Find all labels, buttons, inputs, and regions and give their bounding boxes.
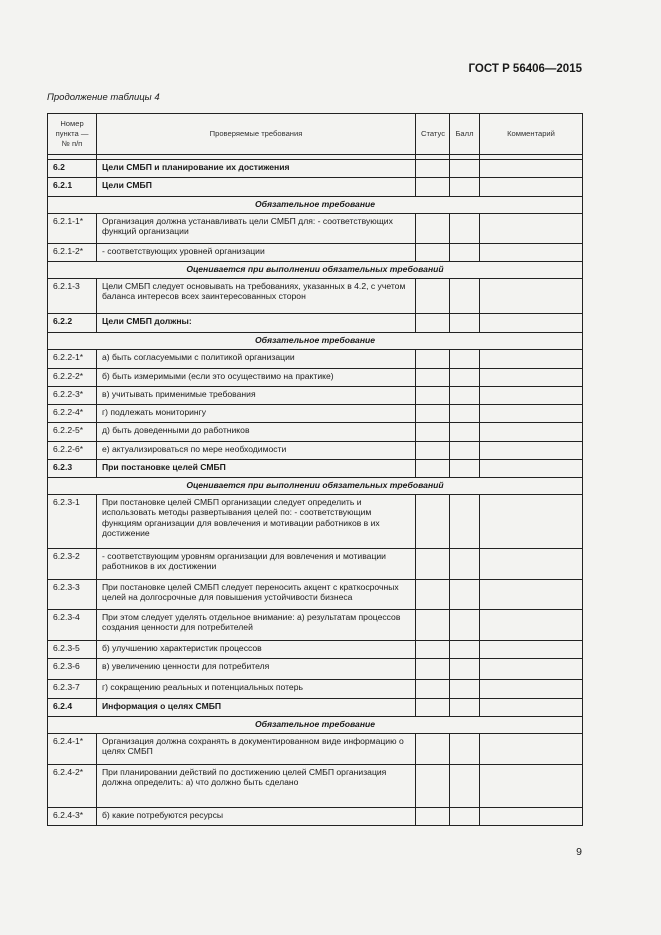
score-cell[interactable]: [450, 610, 480, 641]
comment-cell[interactable]: [480, 580, 583, 610]
requirement-number: 6.2.2-1*: [48, 350, 97, 369]
comment-cell[interactable]: [480, 808, 583, 826]
section-title: Цели СМБП должны:: [97, 314, 416, 333]
score-cell[interactable]: [450, 214, 480, 244]
status-cell[interactable]: [416, 549, 450, 580]
comment-cell: [480, 699, 583, 717]
requirement-text: в) учитывать применимые требования: [97, 387, 416, 405]
comment-cell[interactable]: [480, 659, 583, 680]
requirement-row: [48, 808, 583, 826]
requirement-number: 6.2.4-1*: [48, 734, 97, 765]
section-row: [48, 178, 583, 197]
comment-cell[interactable]: [480, 387, 583, 405]
status-cell[interactable]: [416, 641, 450, 659]
section-title: Цели СМБП и планирование их достижения: [97, 160, 416, 178]
requirement-row: [48, 442, 583, 460]
requirement-category-label: Оценивается при выполнении обязательных требований: [48, 262, 583, 279]
score-cell[interactable]: [450, 442, 480, 460]
requirement-text: б) быть измеримыми (если это осуществимо на практике): [97, 369, 416, 387]
requirement-number: 6.2.3-5: [48, 641, 97, 659]
requirement-row: [48, 495, 583, 549]
score-cell[interactable]: [450, 808, 480, 826]
requirement-row: [48, 549, 583, 580]
comment-cell: [480, 314, 583, 333]
column-header-score: Балл: [450, 114, 480, 155]
comment-cell[interactable]: [480, 214, 583, 244]
section-number: 6.2.3: [48, 460, 97, 478]
requirement-row: [48, 244, 583, 262]
status-cell: [416, 160, 450, 178]
requirement-row: [48, 350, 583, 369]
section-number: 6.2.4: [48, 699, 97, 717]
requirement-row: [48, 641, 583, 659]
requirement-category-row: [48, 262, 583, 279]
requirements-table: [47, 113, 583, 826]
status-cell[interactable]: [416, 350, 450, 369]
requirement-row: [48, 580, 583, 610]
status-cell[interactable]: [416, 214, 450, 244]
requirement-number: 6.2.3-2: [48, 549, 97, 580]
requirement-row: [48, 610, 583, 641]
requirement-text: б) улучшению характеристик процессов: [97, 641, 416, 659]
requirement-number: 6.2.2-5*: [48, 423, 97, 442]
requirement-row: [48, 659, 583, 680]
requirement-number: 6.2.3-1: [48, 495, 97, 549]
section-title: При постановке целей СМБП: [97, 460, 416, 478]
requirement-row: [48, 387, 583, 405]
comment-cell: [480, 160, 583, 178]
requirement-row: [48, 279, 583, 314]
comment-cell[interactable]: [480, 405, 583, 423]
requirement-text: г) подлежать мониторингу: [97, 405, 416, 423]
requirement-row: [48, 423, 583, 442]
comment-cell[interactable]: [480, 442, 583, 460]
requirement-text: При этом следует уделять отдельное внимание: а) результатам процессов создания ценности для потребителей: [97, 610, 416, 641]
section-number: 6.2: [48, 160, 97, 178]
score-cell[interactable]: [450, 641, 480, 659]
score-cell: [450, 699, 480, 717]
score-cell: [450, 460, 480, 478]
requirement-number: 6.2.1-3: [48, 279, 97, 314]
status-cell[interactable]: [416, 734, 450, 765]
status-cell: [416, 699, 450, 717]
requirement-number: 6.2.2-2*: [48, 369, 97, 387]
comment-cell[interactable]: [480, 641, 583, 659]
comment-cell[interactable]: [480, 610, 583, 641]
score-cell[interactable]: [450, 680, 480, 699]
section-number: 6.2.1: [48, 178, 97, 197]
requirement-category-row: [48, 717, 583, 734]
requirement-number: 6.2.3-4: [48, 610, 97, 641]
status-cell[interactable]: [416, 279, 450, 314]
column-header-comment: Комментарий: [480, 114, 583, 155]
status-cell[interactable]: [416, 387, 450, 405]
column-header-status: Статус: [416, 114, 450, 155]
requirement-text: Организация должна устанавливать цели СМБП для: - соответствующих функций организации: [97, 214, 416, 244]
requirement-number: 6.2.2-4*: [48, 405, 97, 423]
status-cell[interactable]: [416, 808, 450, 826]
comment-cell: [480, 460, 583, 478]
section-row: [48, 314, 583, 333]
column-header-requirements: Проверяемые требования: [97, 114, 416, 155]
section-title: Цели СМБП: [97, 178, 416, 197]
score-cell[interactable]: [450, 423, 480, 442]
status-cell: [416, 314, 450, 333]
table-body: [48, 160, 583, 826]
comment-cell: [480, 178, 583, 197]
requirement-category-label: Обязательное требование: [48, 333, 583, 350]
requirement-category-row: [48, 333, 583, 350]
requirement-text: г) сокращению реальных и потенциальных потерь: [97, 680, 416, 699]
status-cell[interactable]: [416, 495, 450, 549]
score-cell[interactable]: [450, 350, 480, 369]
requirement-row: [48, 765, 583, 808]
status-cell[interactable]: [416, 405, 450, 423]
requirement-category-label: Обязательное требование: [48, 197, 583, 214]
status-cell[interactable]: [416, 680, 450, 699]
score-cell: [450, 178, 480, 197]
score-cell[interactable]: [450, 244, 480, 262]
comment-cell[interactable]: [480, 495, 583, 549]
requirement-category-label: Оценивается при выполнении обязательных требований: [48, 478, 583, 495]
requirement-text: в) увеличению ценности для потребителя: [97, 659, 416, 680]
requirement-text: а) быть согласуемыми с политикой организации: [97, 350, 416, 369]
requirement-text: Организация должна сохранять в документированном виде информацию о целях СМБП: [97, 734, 416, 765]
requirement-number: 6.2.1-2*: [48, 244, 97, 262]
section-row: [48, 160, 583, 178]
score-cell[interactable]: [450, 279, 480, 314]
section-number: 6.2.2: [48, 314, 97, 333]
score-cell[interactable]: [450, 369, 480, 387]
page-number: 9: [576, 846, 582, 858]
requirement-text: При постановке целей СМБП следует переносить акцент с краткосрочных целей на долгосрочные для повышения устойчивости бизнеса: [97, 580, 416, 610]
score-cell: [450, 160, 480, 178]
standard-code: ГОСТ Р 56406—2015: [468, 63, 582, 75]
requirement-number: 6.2.2-6*: [48, 442, 97, 460]
status-cell[interactable]: [416, 369, 450, 387]
score-cell[interactable]: [450, 495, 480, 549]
requirement-number: 6.2.3-6: [48, 659, 97, 680]
requirement-row: [48, 680, 583, 699]
comment-cell[interactable]: [480, 244, 583, 262]
status-cell[interactable]: [416, 765, 450, 808]
table-caption: Продолжение таблицы 4: [47, 92, 160, 103]
requirement-text: При планировании действий по достижению целей СМБП организация должна определить: а) что должно быть сделано: [97, 765, 416, 808]
requirement-text: д) быть доведенными до работников: [97, 423, 416, 442]
requirement-row: [48, 214, 583, 244]
comment-cell[interactable]: [480, 765, 583, 808]
requirement-text: - соответствующих уровней организации: [97, 244, 416, 262]
status-cell[interactable]: [416, 659, 450, 680]
score-cell[interactable]: [450, 734, 480, 765]
requirement-number: 6.2.1-1*: [48, 214, 97, 244]
requirement-category-label: Обязательное требование: [48, 717, 583, 734]
section-row: [48, 699, 583, 717]
requirement-text: Цели СМБП следует основывать на требованиях, указанных в 4.2, с учетом баланса интересов всех заинтересованных сторон: [97, 279, 416, 314]
status-cell: [416, 178, 450, 197]
requirement-text: При постановке целей СМБП организации следует определить и использовать методы развертывания целей по: - соответствующим функциям организации для вовлечения и мотивации работников в их достижение: [97, 495, 416, 549]
status-cell[interactable]: [416, 580, 450, 610]
requirement-number: 6.2.3-3: [48, 580, 97, 610]
status-cell: [416, 460, 450, 478]
status-cell[interactable]: [416, 423, 450, 442]
requirement-number: 6.2.2-3*: [48, 387, 97, 405]
comment-cell[interactable]: [480, 680, 583, 699]
score-cell[interactable]: [450, 405, 480, 423]
score-cell: [450, 314, 480, 333]
requirement-number: 6.2.4-3*: [48, 808, 97, 826]
requirement-text: - соответствующим уровням организации для вовлечения и мотивации работников в их достижении: [97, 549, 416, 580]
requirement-row: [48, 734, 583, 765]
score-cell[interactable]: [450, 580, 480, 610]
score-cell[interactable]: [450, 387, 480, 405]
table-header-row: [48, 114, 583, 155]
requirement-number: 6.2.3-7: [48, 680, 97, 699]
comment-cell[interactable]: [480, 350, 583, 369]
requirement-category-row: [48, 197, 583, 214]
requirement-category-row: [48, 478, 583, 495]
comment-cell[interactable]: [480, 423, 583, 442]
comment-cell[interactable]: [480, 279, 583, 314]
section-title: Информация о целях СМБП: [97, 699, 416, 717]
section-row: [48, 460, 583, 478]
score-cell[interactable]: [450, 765, 480, 808]
comment-cell[interactable]: [480, 549, 583, 580]
score-cell[interactable]: [450, 549, 480, 580]
comment-cell[interactable]: [480, 369, 583, 387]
comment-cell[interactable]: [480, 734, 583, 765]
requirement-text: е) актуализироваться по мере необходимости: [97, 442, 416, 460]
requirement-text: б) какие потребуются ресурсы: [97, 808, 416, 826]
requirement-row: [48, 405, 583, 423]
requirement-row: [48, 369, 583, 387]
status-cell[interactable]: [416, 442, 450, 460]
requirement-number: 6.2.4-2*: [48, 765, 97, 808]
column-header-number: Номер пункта — № п/п: [48, 114, 97, 155]
status-cell[interactable]: [416, 610, 450, 641]
score-cell[interactable]: [450, 659, 480, 680]
status-cell[interactable]: [416, 244, 450, 262]
